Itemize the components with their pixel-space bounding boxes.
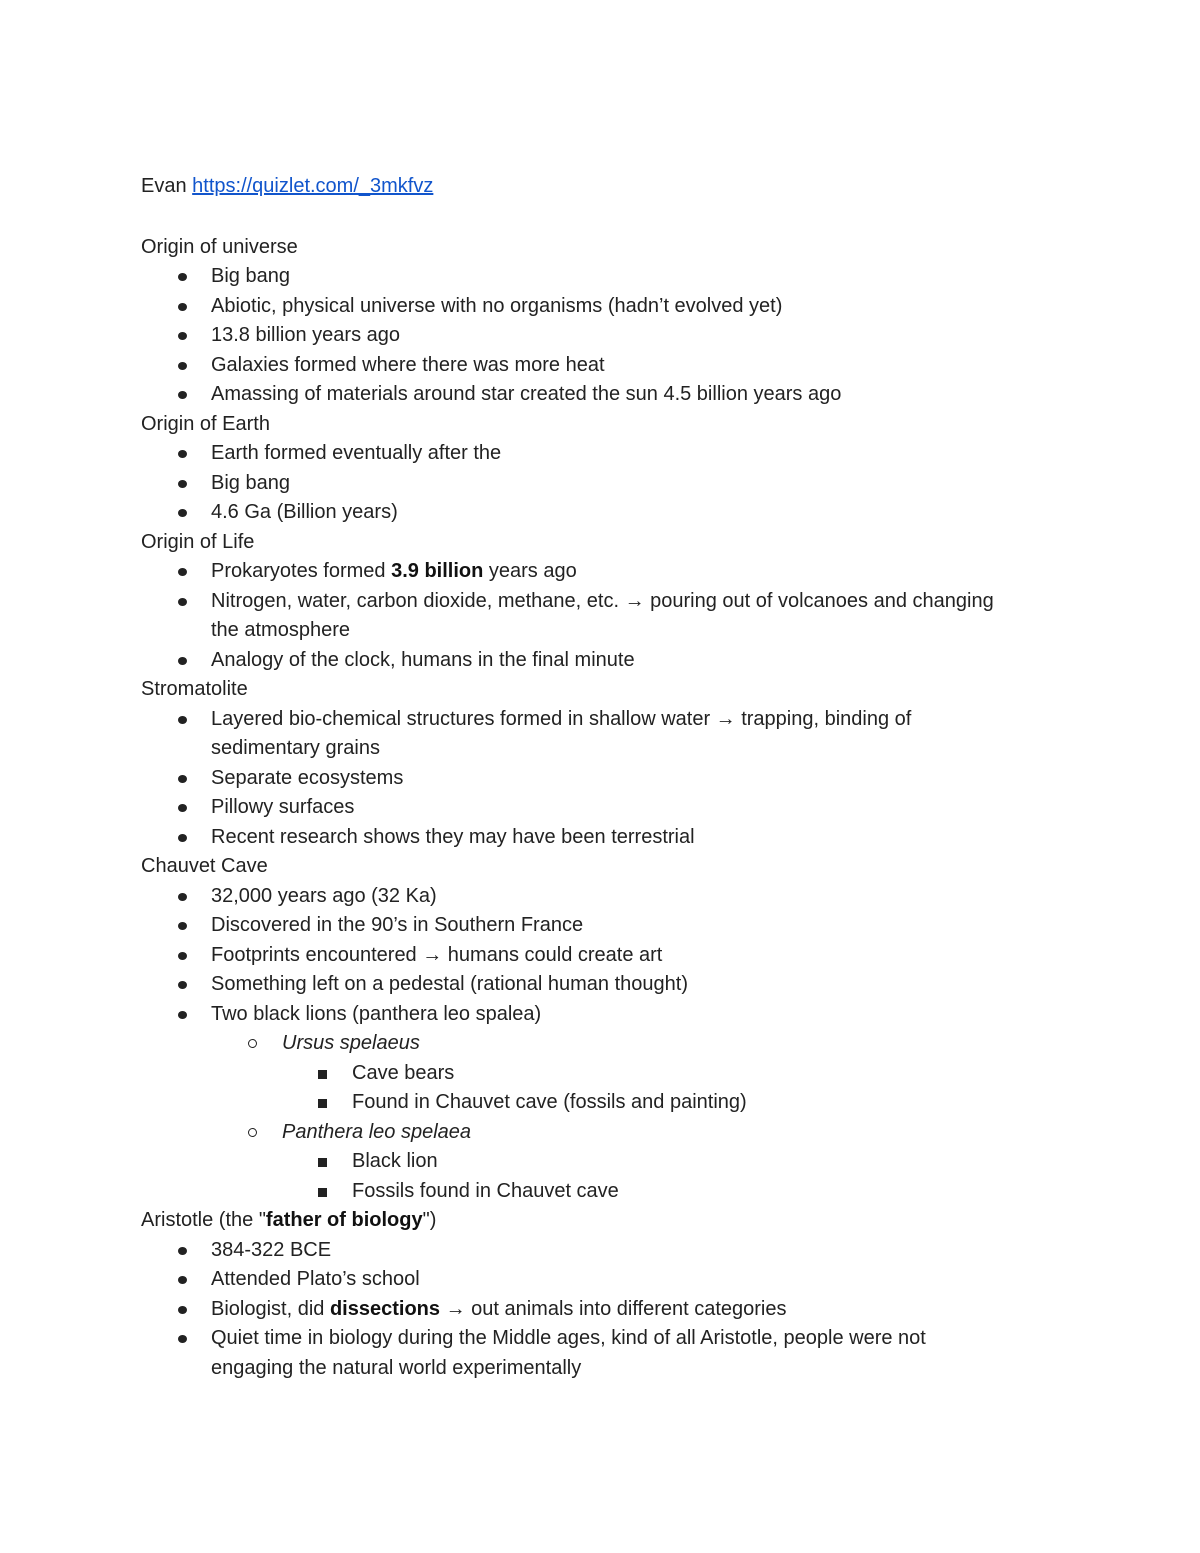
bullet-icon <box>178 981 187 989</box>
list-item: 32,000 years ago (32 Ka) <box>211 882 1071 912</box>
species-detail-list <box>282 1059 1071 1118</box>
life-list <box>141 557 1071 675</box>
section-heading-life: Origin of Life <box>141 530 255 553</box>
aristotle-list <box>141 1236 1071 1384</box>
bold-text: dissections <box>329 1297 441 1320</box>
list-item: Pillowy surfaces <box>211 793 1071 823</box>
list-item: Big bang <box>211 469 1071 499</box>
bullet-icon <box>178 362 187 370</box>
list-item: Nitrogen, water, carbon dioxide, methane, etc. → pouring out of volcanoes and changing the atmosphere <box>211 587 1071 646</box>
list-item: Amassing of materials around star created the sun 4.5 billion years ago <box>211 380 1071 410</box>
square-bullet-icon <box>318 1158 327 1167</box>
bold-text: father of biology <box>265 1209 423 1231</box>
list-item: Layered bio-chemical structures formed in shallow water → trapping, binding of sedimentary grains <box>211 705 1071 764</box>
bullet-icon <box>178 1276 187 1284</box>
list-item: Recent research shows they may have been terrestrial <box>211 823 1071 853</box>
list-item: Prokaryotes formed 3.9 billion years ago <box>211 557 1071 587</box>
species-detail-list <box>282 1147 1071 1206</box>
section-heading-aristotle: Aristotle (the "father of biology") <box>141 1209 437 1231</box>
list-item: Big bang <box>211 262 1071 292</box>
list-item: Separate ecosystems <box>211 764 1071 794</box>
bullet-icon <box>178 657 187 665</box>
bullet-icon <box>178 480 187 488</box>
list-item: Found in Chauvet cave (fossils and painting) <box>352 1088 1071 1118</box>
earth-list <box>141 439 1071 528</box>
bullet-icon <box>178 273 187 281</box>
bullet-icon <box>178 332 187 340</box>
species-list <box>211 1029 1071 1206</box>
list-item: Analogy of the clock, humans in the final minute <box>211 646 1071 676</box>
bullet-icon <box>178 834 187 842</box>
bullet-icon <box>178 450 187 458</box>
list-item: Black lion <box>352 1147 1071 1177</box>
list-item: Attended Plato’s school <box>211 1265 1071 1295</box>
square-bullet-icon <box>318 1188 327 1197</box>
list-item: 4.6 Ga (Billion years) <box>211 498 1071 528</box>
header-line <box>141 172 1071 202</box>
list-item: Galaxies formed where there was more heat <box>211 351 1071 381</box>
list-item: Earth formed eventually after the <box>211 439 1071 469</box>
quizlet-link[interactable]: https://quizlet.com/_3mkfvz <box>192 175 434 197</box>
species-item: Panthera leo spelaea Black lion Fossils found in Chauvet cave <box>282 1118 1071 1207</box>
chauvet-list <box>141 882 1071 1207</box>
bullet-icon <box>178 568 187 576</box>
circle-bullet-icon <box>248 1039 257 1048</box>
list-item: Biologist, did dissections → out animals into different categories <box>211 1295 1071 1325</box>
universe-list <box>141 262 1071 410</box>
square-bullet-icon <box>318 1099 327 1108</box>
bullet-icon <box>178 804 187 812</box>
bullet-icon <box>178 391 187 399</box>
list-item: Something left on a pedestal (rational human thought) <box>211 970 1071 1000</box>
species-item: Ursus spelaeus Cave bears Found in Chauvet cave (fossils and painting) <box>282 1029 1071 1118</box>
bullet-icon <box>178 1335 187 1343</box>
bullet-icon <box>178 893 187 901</box>
bullet-icon <box>178 1306 187 1314</box>
bullet-icon <box>178 598 187 606</box>
bullet-icon <box>178 303 187 311</box>
circle-bullet-icon <box>248 1128 257 1137</box>
list-item: Footprints encountered → humans could create art <box>211 941 1071 971</box>
list-item: 13.8 billion years ago <box>211 321 1071 351</box>
stromatolite-list <box>141 705 1071 853</box>
list-item: Discovered in the 90’s in Southern France <box>211 911 1071 941</box>
list-item: 384-322 BCE <box>211 1236 1071 1266</box>
section-heading-stromatolite: Stromatolite <box>141 678 248 700</box>
list-item: Fossils found in Chauvet cave <box>352 1177 1071 1207</box>
bullet-icon <box>178 509 187 517</box>
bold-text: 3.9 billion <box>391 560 484 582</box>
section-heading-universe: Origin of universe <box>141 235 298 258</box>
bullet-icon <box>178 922 187 930</box>
document-page <box>141 172 1071 1383</box>
list-item: Abiotic, physical universe with no organisms (hadn’t evolved yet) <box>211 292 1071 322</box>
author-name: Evan <box>141 175 187 197</box>
list-item: Cave bears <box>352 1059 1071 1089</box>
bullet-icon <box>178 775 187 783</box>
bullet-icon <box>178 1011 187 1019</box>
bullet-icon <box>178 1247 187 1255</box>
section-heading-chauvet: Chauvet Cave <box>141 855 268 877</box>
section-heading-earth: Origin of Earth <box>141 412 270 435</box>
bullet-icon <box>178 716 187 724</box>
square-bullet-icon <box>318 1070 327 1079</box>
list-item: Quiet time in biology during the Middle ages, kind of all Aristotle, people were not engaging the natural world experimentally <box>211 1324 1071 1383</box>
list-item: Two black lions (panthera leo spalea) Ursus spelaeus Cave bears Found in Chauvet cave (fossils and painting) Panthera leo spelaea Black lion Fossils found in Chauvet cave <box>211 1000 1071 1207</box>
bullet-icon <box>178 952 187 960</box>
